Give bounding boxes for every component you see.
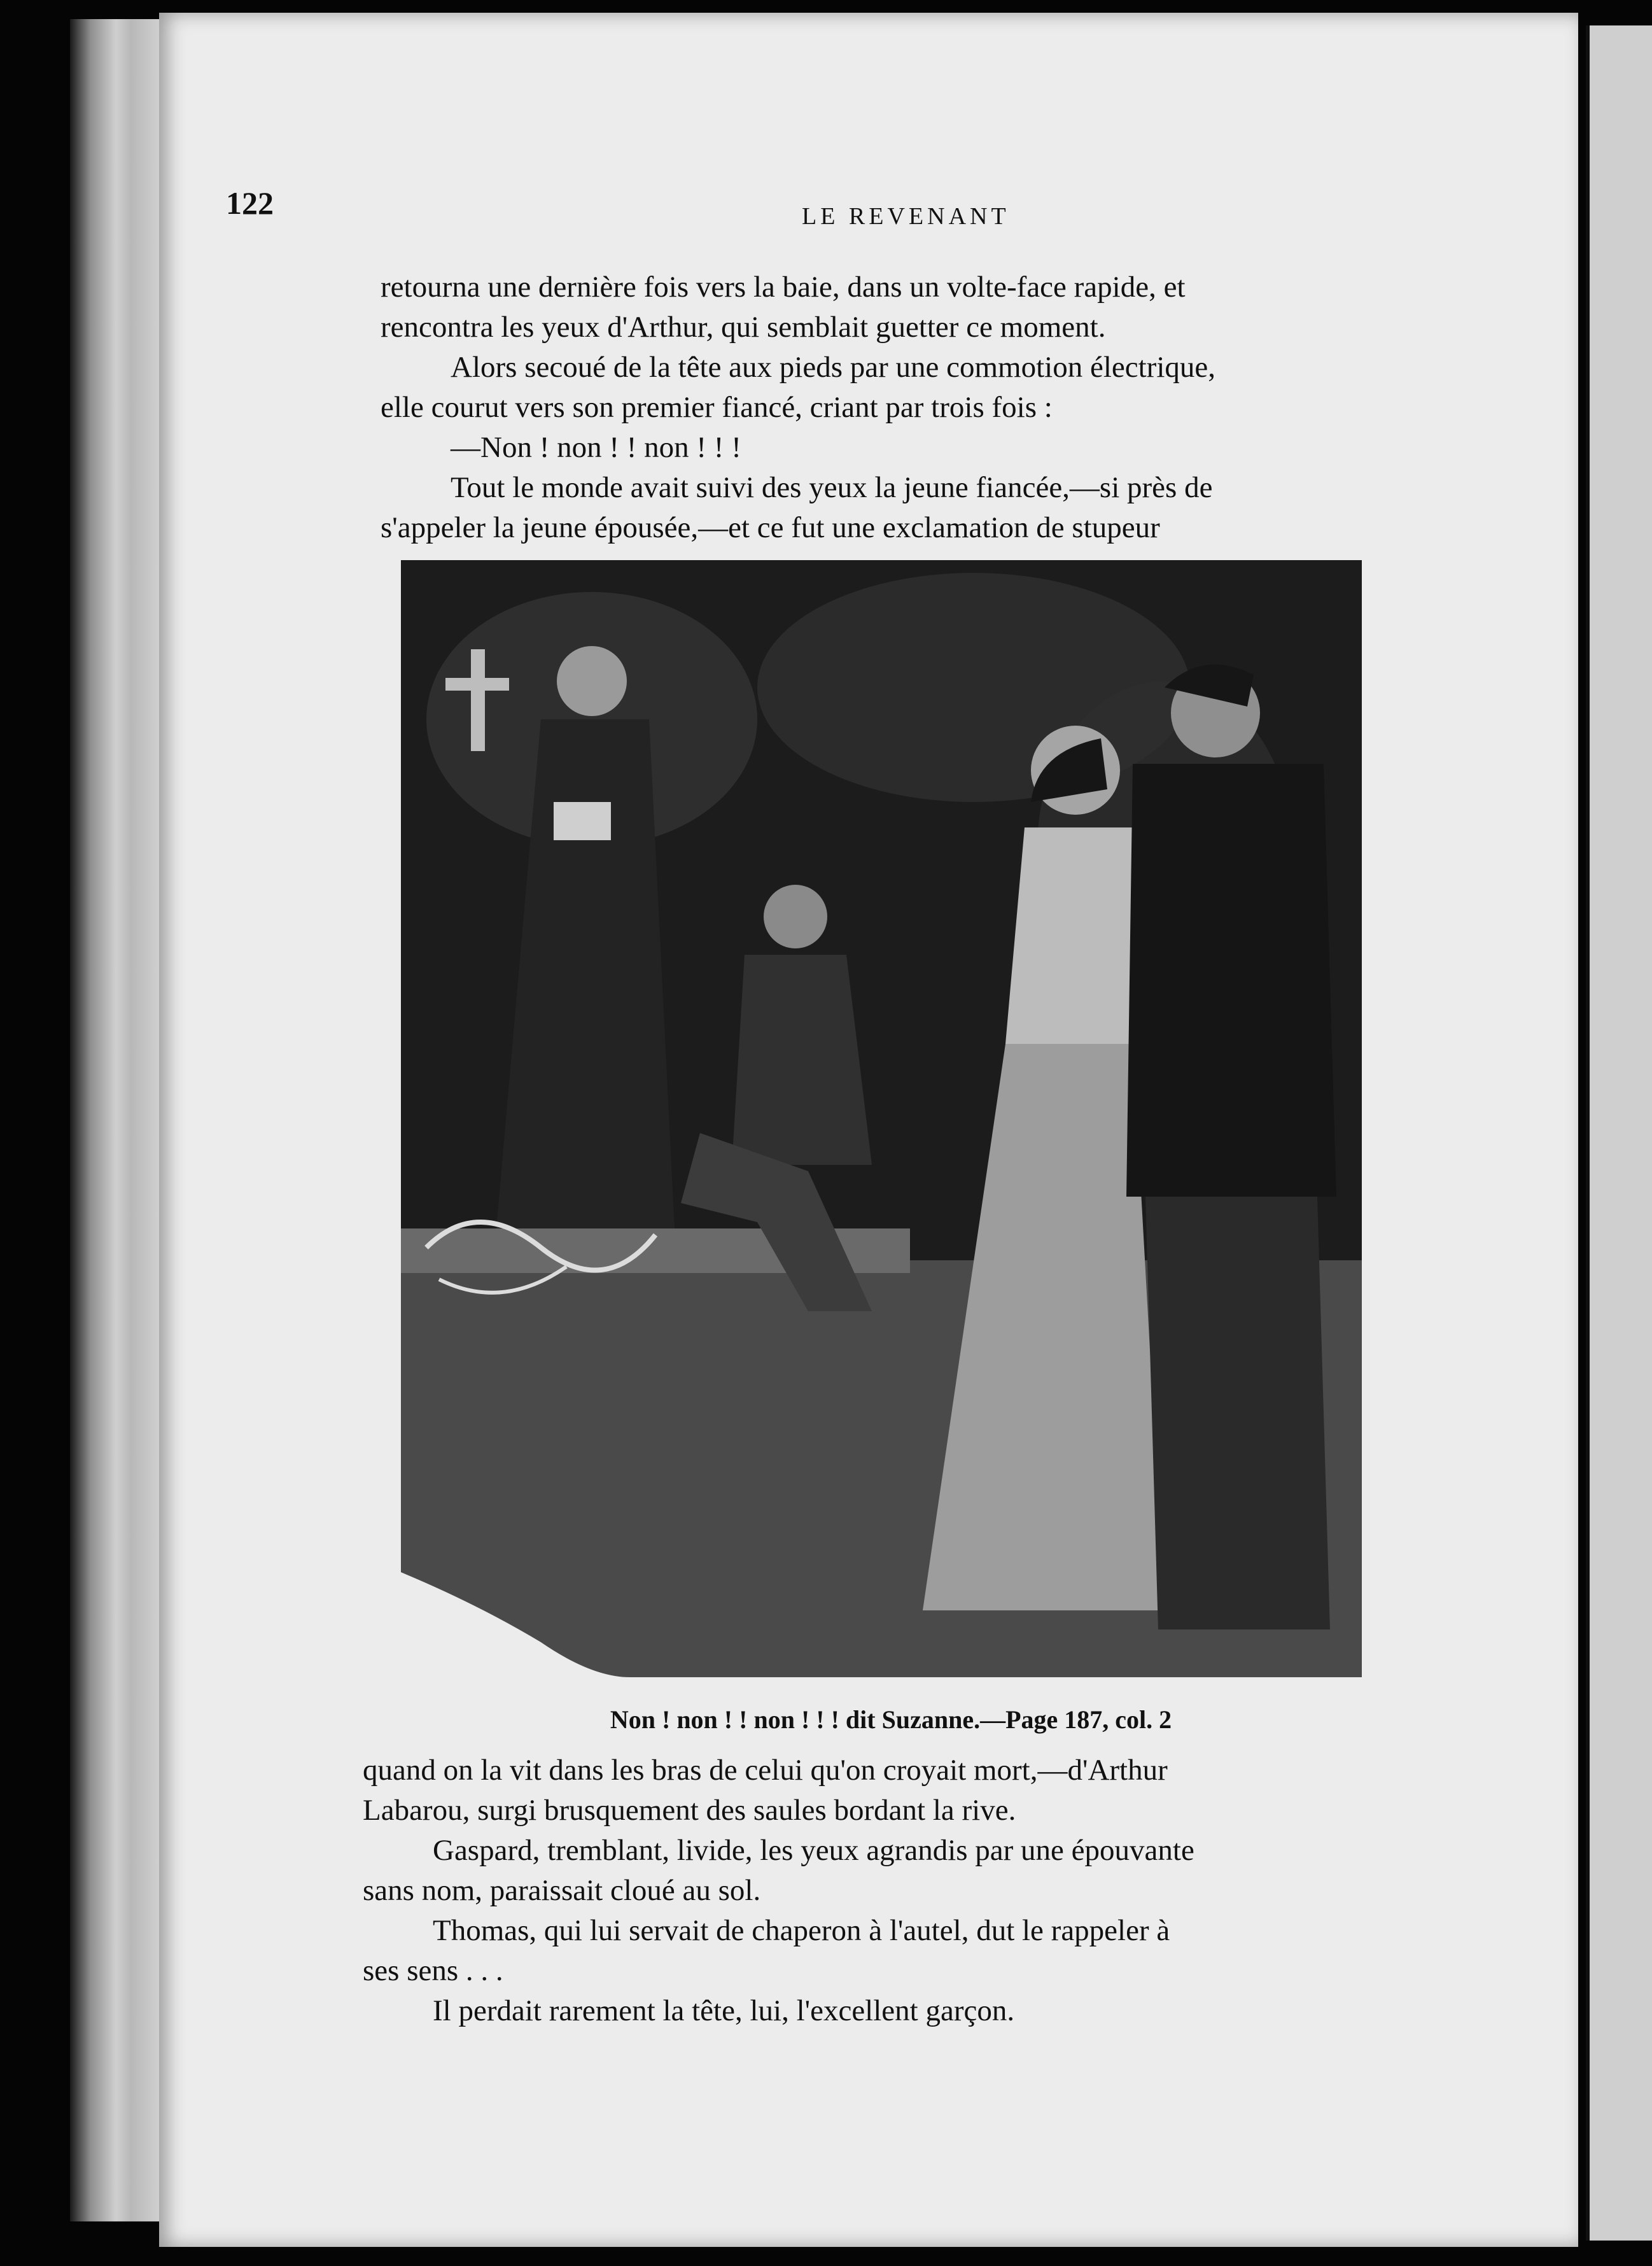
text-line: Thomas, qui lui servait de chaperon à l'autel, dut le rappeler à (433, 1914, 1170, 1947)
text-line: quand on la vit dans les bras de celui qu'on croyait mort,—d'Arthur (363, 1754, 1168, 1787)
page-number: 122 (226, 185, 274, 221)
text-line: ses sens . . . (363, 1954, 503, 1987)
illustration-caption: Non ! non ! ! non ! ! ! dit Suzanne.—Page 187, col. 2 (610, 1705, 1172, 1734)
text-line: s'appeler la jeune épousée,—et ce fut une exclamation de stupeur (381, 511, 1160, 544)
page-edges (70, 19, 172, 2221)
text-line: retourna une dernière fois vers la baie, dans un volte-face rapide, et (381, 271, 1186, 304)
text-line: rencontra les yeux d'Arthur, qui semblait guetter ce moment. (381, 311, 1106, 344)
text-line: Labarou, surgi brusquement des saules bordant la rive. (363, 1794, 1016, 1827)
text-line: sans nom, paraissait cloué au sol. (363, 1874, 761, 1907)
text-line: elle courut vers son premier fiancé, criant par trois fois : (381, 391, 1053, 424)
running-title: LE REVENANT (802, 203, 1010, 230)
engraving-illustration (401, 560, 1362, 1677)
text-line: Il perdait rarement la tête, lui, l'excellent garçon. (433, 1994, 1015, 2027)
facing-page-edge (1586, 25, 1652, 2241)
text-block-top (381, 267, 1437, 548)
text-line: Alors secoué de la tête aux pieds par une commotion électrique, (451, 351, 1215, 384)
text-line: —Non ! non ! ! non ! ! ! (451, 431, 741, 464)
text-line: Gaspard, tremblant, livide, les yeux agrandis par une épouvante (433, 1834, 1194, 1867)
text-line: Tout le monde avait suivi des yeux la jeune fiancée,—si près de (451, 471, 1213, 504)
text-block-bottom (363, 1750, 1406, 2031)
illustration-drawing (401, 560, 1362, 1677)
